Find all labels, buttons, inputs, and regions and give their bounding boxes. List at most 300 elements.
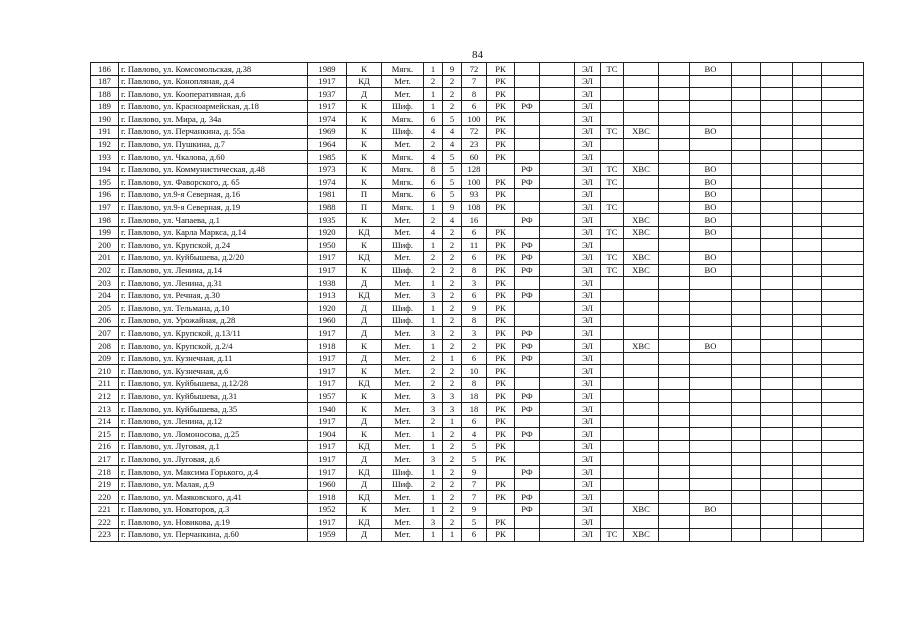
cell-col-vo	[690, 415, 732, 428]
cell-col-el: ЭЛ	[575, 466, 601, 479]
cell-wall-material: КД	[347, 466, 382, 479]
cell-year-built: 1913	[308, 289, 347, 302]
cell-col-hvs: ХВС	[624, 125, 659, 138]
cell-wall-material: Д	[347, 528, 382, 541]
cell-col-rf	[515, 314, 540, 327]
cell-col-vo: ВО	[690, 125, 732, 138]
cell-col-rk: РК	[487, 88, 515, 101]
cell-col-ts	[601, 478, 624, 491]
cell-col-vo	[690, 100, 732, 113]
cell-col-vo	[690, 138, 732, 151]
cell-col-el: ЭЛ	[575, 63, 601, 76]
cell-col-vo: ВО	[690, 226, 732, 239]
cell-wall-material: К	[347, 264, 382, 277]
cell-year-built: 1917	[308, 327, 347, 340]
cell-col-ts	[601, 428, 624, 441]
cell-col-extra-2	[761, 176, 793, 189]
cell-col-hvs	[624, 377, 659, 390]
cell-col-el: ЭЛ	[575, 188, 601, 201]
cell-col-extra-4	[822, 314, 864, 327]
cell-col-rk: РК	[487, 201, 515, 214]
cell-col-empty	[540, 415, 575, 428]
cell-row-number: 194	[91, 163, 119, 176]
cell-col-ts	[601, 453, 624, 466]
cell-col-el: ЭЛ	[575, 314, 601, 327]
cell-col-vo	[690, 88, 732, 101]
cell-entrances: 6	[424, 113, 443, 126]
cell-col-rf: РФ	[515, 403, 540, 416]
cell-apartments: 108	[462, 201, 487, 214]
cell-col-rk: РК	[487, 403, 515, 416]
cell-col-ts: ТС	[601, 226, 624, 239]
cell-wall-material: К	[347, 100, 382, 113]
table-row	[91, 403, 864, 416]
cell-col-extra-1	[732, 188, 761, 201]
cell-entrances: 1	[424, 314, 443, 327]
cell-col-extra-3	[793, 466, 822, 479]
cell-col-rf: РФ	[515, 428, 540, 441]
cell-col-vo: ВО	[690, 251, 732, 264]
cell-col-extra-1	[732, 289, 761, 302]
cell-apartments: 4	[462, 428, 487, 441]
cell-row-number: 202	[91, 264, 119, 277]
cell-col-el: ЭЛ	[575, 478, 601, 491]
cell-year-built: 1904	[308, 428, 347, 441]
cell-col-extra-3	[793, 277, 822, 290]
cell-col-gvs	[659, 138, 690, 151]
cell-col-vo	[690, 466, 732, 479]
cell-floors: 3	[443, 403, 462, 416]
cell-entrances: 1	[424, 528, 443, 541]
table-row	[91, 503, 864, 516]
cell-col-extra-4	[822, 75, 864, 88]
cell-col-rk	[487, 503, 515, 516]
cell-col-extra-1	[732, 516, 761, 529]
cell-row-number: 198	[91, 214, 119, 227]
cell-col-extra-3	[793, 201, 822, 214]
cell-roof-type: Шиф.	[382, 125, 424, 138]
cell-address: г. Павлово, ул. Чапаева, д.1	[119, 214, 308, 227]
cell-col-extra-1	[732, 264, 761, 277]
cell-col-extra-1	[732, 365, 761, 378]
cell-col-hvs: ХВС	[624, 503, 659, 516]
cell-col-empty	[540, 63, 575, 76]
cell-floors: 5	[443, 176, 462, 189]
cell-row-number: 201	[91, 251, 119, 264]
cell-address: г. Павлово, ул. Крупской, д.13/11	[119, 327, 308, 340]
cell-year-built: 1920	[308, 302, 347, 315]
cell-col-extra-2	[761, 377, 793, 390]
cell-apartments: 6	[462, 528, 487, 541]
cell-col-rf	[515, 302, 540, 315]
cell-col-empty	[540, 251, 575, 264]
cell-col-rf: РФ	[515, 352, 540, 365]
cell-col-extra-3	[793, 390, 822, 403]
cell-col-gvs	[659, 314, 690, 327]
cell-col-gvs	[659, 151, 690, 164]
cell-col-hvs	[624, 314, 659, 327]
cell-col-extra-4	[822, 100, 864, 113]
cell-entrances: 3	[424, 390, 443, 403]
table-row	[91, 277, 864, 290]
cell-floors: 2	[443, 226, 462, 239]
cell-wall-material: КД	[347, 251, 382, 264]
cell-entrances: 2	[424, 377, 443, 390]
cell-row-number: 204	[91, 289, 119, 302]
cell-entrances: 2	[424, 478, 443, 491]
cell-apartments: 8	[462, 264, 487, 277]
cell-col-vo: ВО	[690, 188, 732, 201]
cell-col-ts: ТС	[601, 201, 624, 214]
cell-col-extra-2	[761, 340, 793, 353]
cell-col-extra-1	[732, 377, 761, 390]
cell-col-el: ЭЛ	[575, 75, 601, 88]
cell-col-hvs	[624, 440, 659, 453]
cell-col-extra-3	[793, 352, 822, 365]
cell-entrances: 1	[424, 466, 443, 479]
cell-floors: 1	[443, 415, 462, 428]
cell-entrances: 1	[424, 88, 443, 101]
cell-address: г. Павлово, ул. Фаворского, д. 65	[119, 176, 308, 189]
cell-entrances: 4	[424, 226, 443, 239]
cell-col-extra-4	[822, 528, 864, 541]
cell-col-rf: РФ	[515, 503, 540, 516]
cell-col-ts	[601, 100, 624, 113]
cell-col-hvs	[624, 478, 659, 491]
cell-wall-material: К	[347, 151, 382, 164]
cell-col-extra-2	[761, 440, 793, 453]
cell-col-rk: РК	[487, 340, 515, 353]
cell-col-extra-3	[793, 88, 822, 101]
cell-floors: 2	[443, 340, 462, 353]
cell-col-extra-2	[761, 478, 793, 491]
cell-col-vo	[690, 440, 732, 453]
cell-col-extra-1	[732, 251, 761, 264]
cell-col-rk: РК	[487, 314, 515, 327]
cell-col-rf	[515, 138, 540, 151]
cell-col-extra-3	[793, 226, 822, 239]
cell-col-extra-3	[793, 327, 822, 340]
cell-col-rk: РК	[487, 428, 515, 441]
cell-col-el: ЭЛ	[575, 352, 601, 365]
cell-entrances: 1	[424, 100, 443, 113]
cell-col-empty	[540, 264, 575, 277]
cell-wall-material: К	[347, 113, 382, 126]
cell-col-ts	[601, 327, 624, 340]
cell-col-gvs	[659, 63, 690, 76]
cell-col-extra-2	[761, 151, 793, 164]
cell-col-hvs	[624, 100, 659, 113]
cell-col-extra-2	[761, 466, 793, 479]
cell-col-gvs	[659, 453, 690, 466]
cell-col-rf	[515, 277, 540, 290]
cell-floors: 2	[443, 314, 462, 327]
cell-entrances: 2	[424, 75, 443, 88]
cell-row-number: 210	[91, 365, 119, 378]
cell-entrances: 3	[424, 403, 443, 416]
cell-entrances: 4	[424, 125, 443, 138]
cell-apartments: 18	[462, 403, 487, 416]
cell-entrances: 4	[424, 151, 443, 164]
cell-col-el: ЭЛ	[575, 201, 601, 214]
cell-col-rf	[515, 88, 540, 101]
cell-year-built: 1960	[308, 478, 347, 491]
cell-col-vo	[690, 491, 732, 504]
cell-year-built: 1917	[308, 100, 347, 113]
cell-year-built: 1917	[308, 264, 347, 277]
cell-col-rk: РК	[487, 365, 515, 378]
cell-apartments: 60	[462, 151, 487, 164]
cell-col-extra-4	[822, 277, 864, 290]
cell-wall-material: Д	[347, 88, 382, 101]
cell-apartments: 6	[462, 352, 487, 365]
cell-col-rf	[515, 516, 540, 529]
cell-col-rk: РК	[487, 390, 515, 403]
cell-col-rk: РК	[487, 239, 515, 252]
cell-roof-type: Мет.	[382, 138, 424, 151]
cell-col-empty	[540, 88, 575, 101]
cell-col-extra-2	[761, 277, 793, 290]
cell-year-built: 1988	[308, 201, 347, 214]
cell-row-number: 195	[91, 176, 119, 189]
cell-col-extra-1	[732, 314, 761, 327]
cell-col-el: ЭЛ	[575, 327, 601, 340]
cell-col-empty	[540, 314, 575, 327]
cell-col-hvs	[624, 75, 659, 88]
cell-col-empty	[540, 188, 575, 201]
cell-col-el: ЭЛ	[575, 125, 601, 138]
cell-row-number: 218	[91, 466, 119, 479]
cell-entrances: 3	[424, 453, 443, 466]
cell-col-extra-4	[822, 390, 864, 403]
cell-entrances: 3	[424, 516, 443, 529]
cell-row-number: 215	[91, 428, 119, 441]
cell-col-ts	[601, 390, 624, 403]
cell-col-vo	[690, 390, 732, 403]
cell-row-number: 221	[91, 503, 119, 516]
cell-col-extra-1	[732, 453, 761, 466]
cell-col-rk: РК	[487, 113, 515, 126]
cell-col-rk: РК	[487, 302, 515, 315]
cell-col-extra-2	[761, 314, 793, 327]
cell-col-rf	[515, 365, 540, 378]
cell-col-extra-1	[732, 277, 761, 290]
cell-col-vo	[690, 151, 732, 164]
cell-year-built: 1917	[308, 516, 347, 529]
cell-col-extra-1	[732, 113, 761, 126]
cell-col-extra-3	[793, 188, 822, 201]
cell-col-hvs	[624, 63, 659, 76]
cell-col-rk: РК	[487, 327, 515, 340]
cell-col-hvs: ХВС	[624, 214, 659, 227]
cell-col-hvs: ХВС	[624, 251, 659, 264]
cell-col-extra-3	[793, 365, 822, 378]
cell-col-extra-3	[793, 176, 822, 189]
cell-col-gvs	[659, 415, 690, 428]
cell-roof-type: Мет.	[382, 403, 424, 416]
cell-col-hvs: ХВС	[624, 226, 659, 239]
cell-roof-type: Мет.	[382, 453, 424, 466]
cell-col-el: ЭЛ	[575, 251, 601, 264]
cell-col-el: ЭЛ	[575, 415, 601, 428]
cell-col-extra-3	[793, 440, 822, 453]
cell-col-hvs	[624, 151, 659, 164]
cell-col-el: ЭЛ	[575, 226, 601, 239]
cell-col-gvs	[659, 88, 690, 101]
cell-col-el: ЭЛ	[575, 289, 601, 302]
cell-col-empty	[540, 466, 575, 479]
cell-col-extra-3	[793, 138, 822, 151]
cell-floors: 2	[443, 100, 462, 113]
cell-roof-type: Мет.	[382, 88, 424, 101]
cell-col-extra-1	[732, 214, 761, 227]
cell-col-vo	[690, 516, 732, 529]
cell-floors: 2	[443, 251, 462, 264]
cell-col-el: ЭЛ	[575, 88, 601, 101]
cell-address: г. Павлово, ул. Тельмана, д.10	[119, 302, 308, 315]
cell-col-extra-4	[822, 377, 864, 390]
cell-col-extra-1	[732, 125, 761, 138]
cell-year-built: 1917	[308, 377, 347, 390]
cell-col-el: ЭЛ	[575, 151, 601, 164]
cell-col-rf: РФ	[515, 176, 540, 189]
cell-apartments: 8	[462, 314, 487, 327]
cell-col-rk: РК	[487, 516, 515, 529]
table-row	[91, 428, 864, 441]
cell-col-extra-2	[761, 390, 793, 403]
cell-wall-material: К	[347, 63, 382, 76]
cell-entrances: 1	[424, 428, 443, 441]
cell-year-built: 1974	[308, 113, 347, 126]
cell-col-ts	[601, 75, 624, 88]
cell-col-rk: РК	[487, 100, 515, 113]
cell-col-hvs	[624, 88, 659, 101]
cell-entrances: 1	[424, 239, 443, 252]
cell-year-built: 1973	[308, 163, 347, 176]
cell-row-number: 200	[91, 239, 119, 252]
cell-col-gvs	[659, 340, 690, 353]
cell-wall-material: Д	[347, 453, 382, 466]
cell-col-extra-3	[793, 113, 822, 126]
cell-col-extra-2	[761, 113, 793, 126]
cell-apartments: 10	[462, 365, 487, 378]
cell-col-rf: РФ	[515, 466, 540, 479]
cell-col-rf	[515, 478, 540, 491]
cell-col-rf	[515, 75, 540, 88]
cell-row-number: 191	[91, 125, 119, 138]
cell-row-number: 220	[91, 491, 119, 504]
cell-col-extra-1	[732, 75, 761, 88]
cell-col-vo	[690, 528, 732, 541]
cell-col-el: ЭЛ	[575, 302, 601, 315]
cell-col-empty	[540, 113, 575, 126]
cell-col-vo	[690, 239, 732, 252]
cell-apartments: 5	[462, 516, 487, 529]
cell-col-el: ЭЛ	[575, 176, 601, 189]
table-row	[91, 478, 864, 491]
cell-year-built: 1917	[308, 75, 347, 88]
cell-roof-type: Мет.	[382, 503, 424, 516]
cell-wall-material: К	[347, 365, 382, 378]
cell-col-extra-2	[761, 239, 793, 252]
cell-col-el: ЭЛ	[575, 528, 601, 541]
housing-registry-table	[90, 62, 864, 542]
cell-col-vo	[690, 365, 732, 378]
cell-col-hvs	[624, 390, 659, 403]
cell-apartments: 6	[462, 251, 487, 264]
cell-col-vo	[690, 314, 732, 327]
cell-apartments: 7	[462, 75, 487, 88]
cell-entrances: 2	[424, 251, 443, 264]
cell-col-ts	[601, 314, 624, 327]
cell-entrances: 1	[424, 201, 443, 214]
cell-year-built: 1917	[308, 352, 347, 365]
cell-floors: 2	[443, 88, 462, 101]
cell-col-extra-3	[793, 302, 822, 315]
cell-col-extra-3	[793, 415, 822, 428]
cell-col-rf: РФ	[515, 327, 540, 340]
cell-col-hvs	[624, 403, 659, 416]
cell-col-hvs	[624, 415, 659, 428]
cell-entrances: 3	[424, 289, 443, 302]
cell-col-extra-4	[822, 340, 864, 353]
cell-apartments: 2	[462, 340, 487, 353]
cell-col-gvs	[659, 214, 690, 227]
cell-col-empty	[540, 138, 575, 151]
cell-address: г. Павлово, ул. Перчанкина, д.60	[119, 528, 308, 541]
cell-wall-material: Д	[347, 478, 382, 491]
cell-col-vo	[690, 302, 732, 315]
cell-col-ts	[601, 466, 624, 479]
cell-col-vo	[690, 113, 732, 126]
cell-entrances: 2	[424, 365, 443, 378]
cell-floors: 2	[443, 516, 462, 529]
cell-col-extra-1	[732, 302, 761, 315]
cell-col-extra-3	[793, 239, 822, 252]
cell-col-rk	[487, 214, 515, 227]
table-row	[91, 138, 864, 151]
cell-col-extra-3	[793, 100, 822, 113]
cell-col-hvs	[624, 289, 659, 302]
cell-row-number: 209	[91, 352, 119, 365]
cell-col-vo	[690, 377, 732, 390]
cell-col-ts: ТС	[601, 176, 624, 189]
cell-col-rf: РФ	[515, 264, 540, 277]
cell-col-hvs	[624, 428, 659, 441]
cell-col-extra-4	[822, 453, 864, 466]
cell-col-empty	[540, 340, 575, 353]
cell-floors: 2	[443, 377, 462, 390]
cell-col-ts	[601, 503, 624, 516]
cell-year-built: 1952	[308, 503, 347, 516]
table-row	[91, 125, 864, 138]
cell-apartments: 5	[462, 440, 487, 453]
cell-col-extra-3	[793, 75, 822, 88]
cell-col-rf: РФ	[515, 100, 540, 113]
cell-col-el: ЭЛ	[575, 516, 601, 529]
cell-col-hvs: ХВС	[624, 528, 659, 541]
cell-col-extra-4	[822, 188, 864, 201]
cell-col-ts	[601, 239, 624, 252]
cell-col-ts	[601, 289, 624, 302]
cell-entrances: 6	[424, 188, 443, 201]
cell-col-gvs	[659, 327, 690, 340]
cell-row-number: 214	[91, 415, 119, 428]
cell-roof-type: Шиф.	[382, 314, 424, 327]
cell-year-built: 1985	[308, 151, 347, 164]
cell-col-empty	[540, 365, 575, 378]
table-row	[91, 176, 864, 189]
